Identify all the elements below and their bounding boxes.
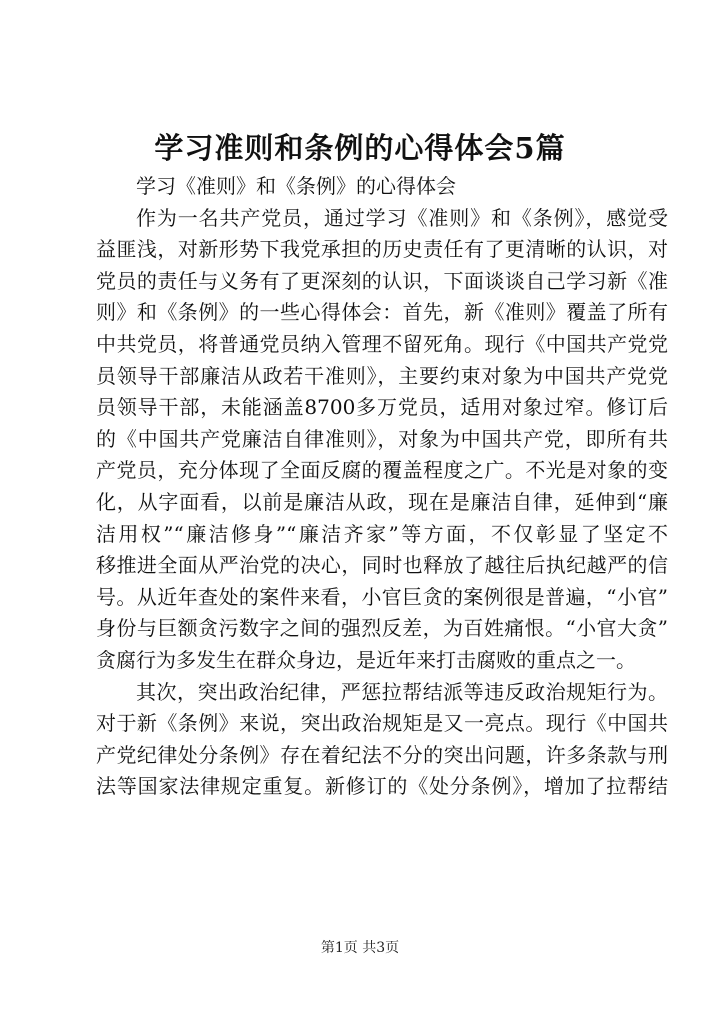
text-line: 其次，突出政治纪律，严惩拉帮结派等违反政治规矩行为。	[136, 679, 668, 704]
text-line: 法等国家法律规定重复。新修订的《处分条例》，增加了拉帮结	[96, 774, 668, 799]
paragraph-1	[96, 203, 668, 677]
text-line: 则》和《条例》的一些心得体会：首先，新《准则》覆盖了所有	[96, 300, 668, 325]
document-body	[96, 171, 668, 803]
text-line: 身份与巨额贪污数字之间的强烈反差，为百姓痛恨。“小官大贪”	[96, 616, 668, 641]
text-line: 号。从近年查处的案件来看，小官巨贪的案例很是普遍，“小官”	[96, 584, 668, 609]
text-line: 对于新《条例》来说，突出政治规矩是又一亮点。现行《中国共	[96, 711, 668, 736]
text-line: 员领导干部，未能涵盖8700多万党员，适用对象过窄。修订后	[96, 395, 668, 420]
page-footer: 第1页 共3页	[320, 940, 400, 956]
text-line: 益匪浅，对新形势下我党承担的历史责任有了更清晰的认识，对	[96, 237, 668, 262]
text-line: 员领导干部廉洁从政若干准则》，主要约束对象为中国共产党党	[96, 363, 668, 388]
text-line: 贪腐行为多发生在群众身边，是近年来打击腐败的重点之一。	[96, 647, 636, 672]
text-line: 化，从字面看，以前是廉洁从政，现在是廉洁自律，延伸到“廉	[96, 489, 668, 514]
document-title: 学习准则和条例的心得体会5篇	[154, 131, 566, 165]
document-subtitle: 学习《准则》和《条例》的心得体会	[136, 174, 456, 198]
text-line: 党员的责任与义务有了更深刻的认识，下面谈谈自己学习新《准	[96, 268, 668, 293]
text-line: 产党员，充分体现了全面反腐的覆盖程度之广。不光是对象的变	[96, 458, 668, 483]
text-line: 移推进全面从严治党的决心，同时也释放了越往后执纪越严的信	[96, 553, 668, 578]
text-line: 产党纪律处分条例》存在着纪法不分的突出问题，许多条款与刑	[96, 742, 668, 767]
text-line: 的《中国共产党廉洁自律准则》，对象为中国共产党，即所有共	[96, 426, 668, 451]
paragraph-2	[96, 677, 668, 803]
text-line: 洁用权”“廉洁修身”“廉洁齐家”等方面，不仅彰显了坚定不	[96, 521, 668, 546]
text-line: 中共党员，将普通党员纳入管理不留死角。现行《中国共产党党	[96, 331, 668, 356]
text-line: 作为一名共产党员，通过学习《准则》和《条例》，感觉受	[136, 205, 668, 230]
